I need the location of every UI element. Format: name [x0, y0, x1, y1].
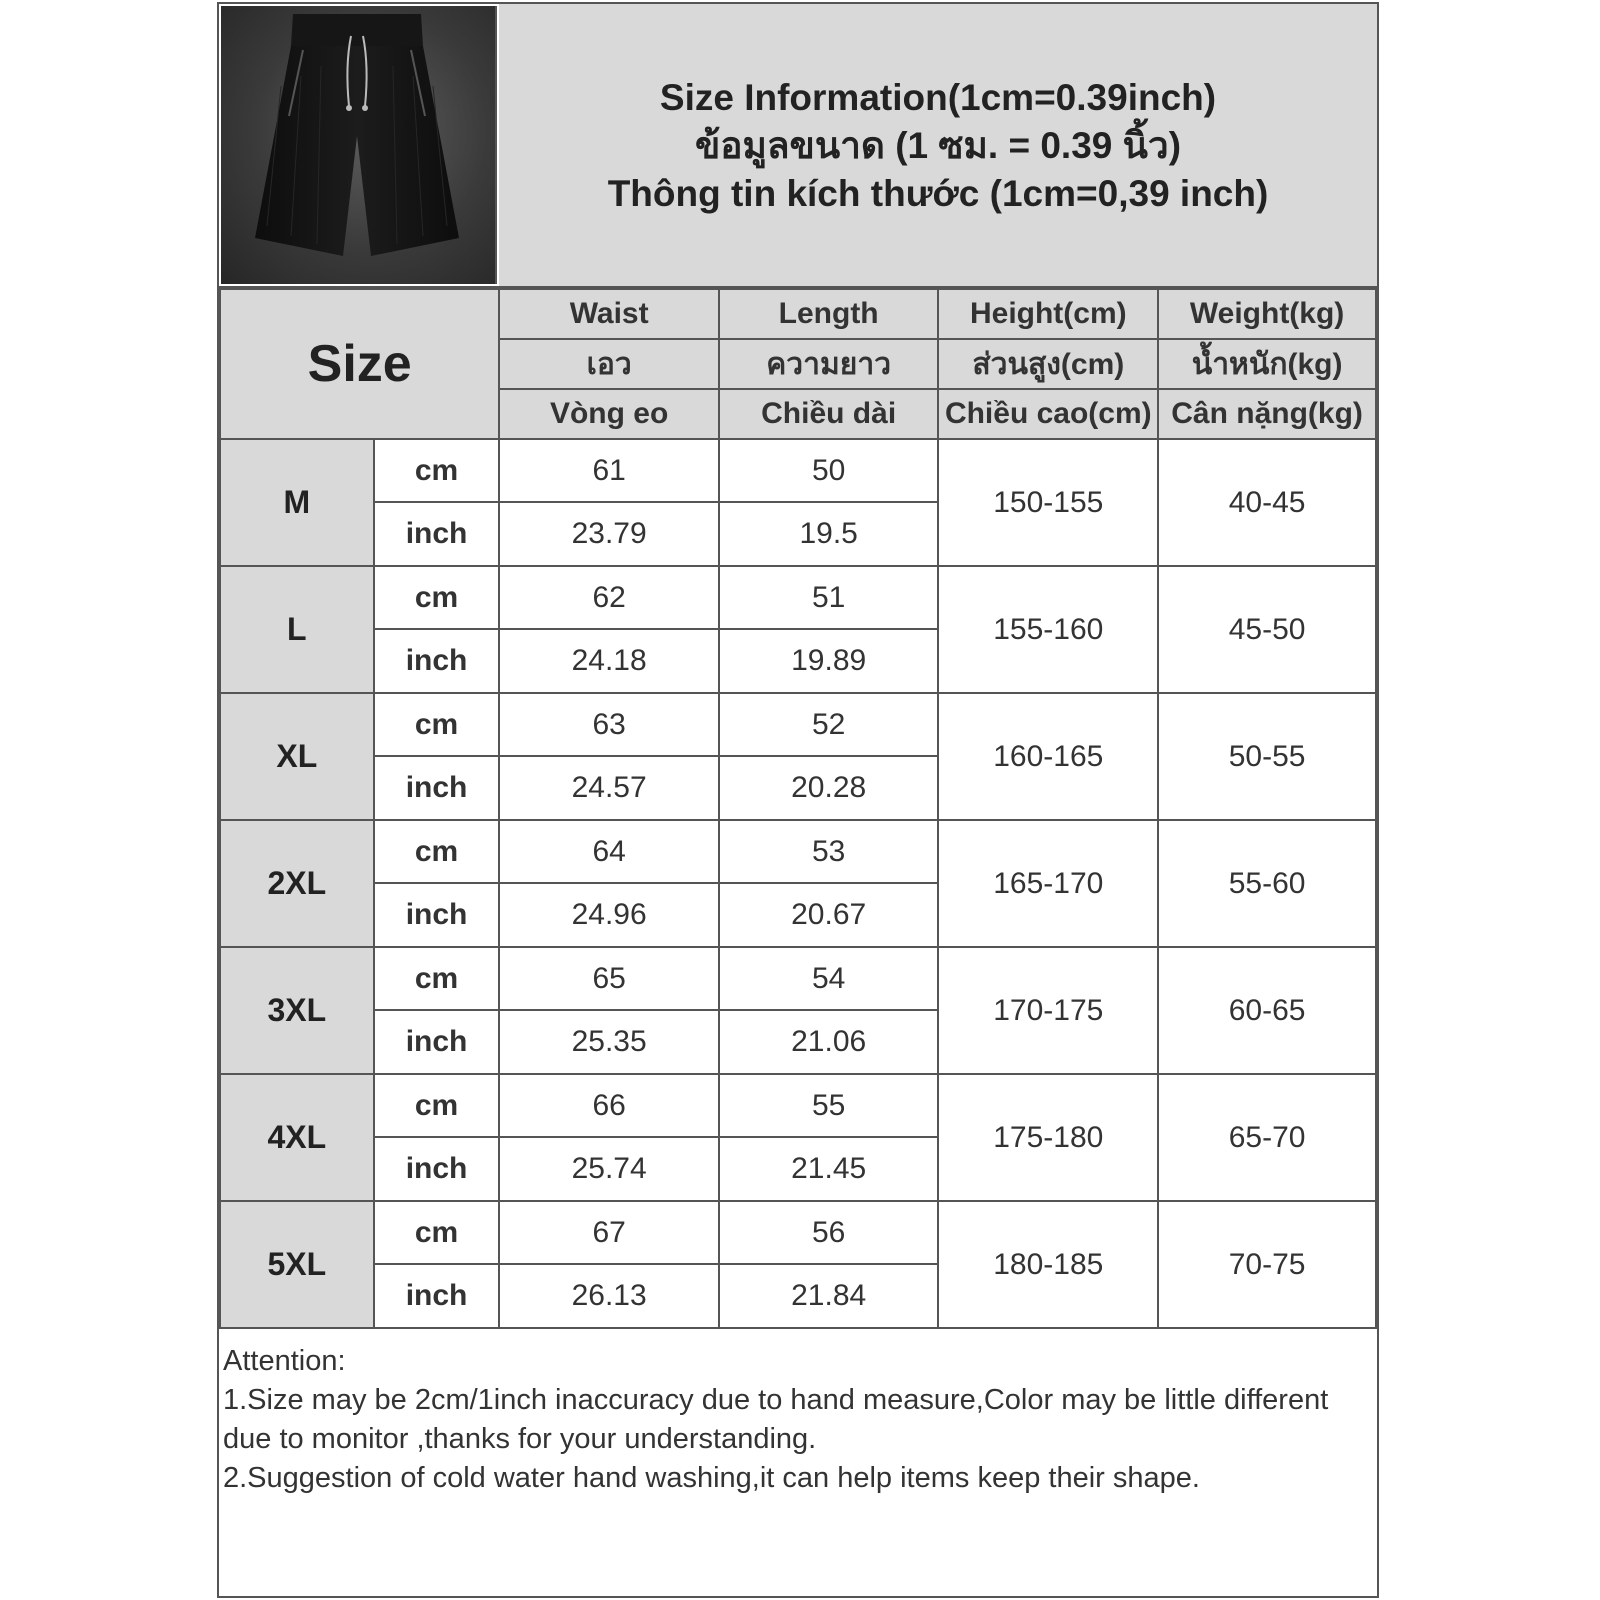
unit-inch: inch [374, 1010, 500, 1074]
size-information-box [499, 4, 1377, 286]
size-name: 4XL [220, 1074, 374, 1201]
waist-cm: 67 [499, 1201, 718, 1264]
length-inch: 20.28 [719, 756, 939, 820]
note-item: 2.Suggestion of cold water hand washing,it can help items keep their shape. [223, 1462, 1200, 1494]
weight-range: 70-75 [1158, 1201, 1376, 1328]
weight-range: 40-45 [1158, 439, 1376, 566]
waist-cm: 65 [499, 947, 718, 1010]
length-inch: 21.84 [719, 1264, 939, 1328]
header-height-th: ส่วนสูง(cm) [938, 339, 1158, 389]
length-cm: 50 [719, 439, 939, 502]
table-row [220, 1201, 1376, 1264]
title-vietnamese: Thông tin kích thước (1cm=0,39 inch) [607, 173, 1269, 214]
weight-range: 65-70 [1158, 1074, 1376, 1201]
header-height-vi: Chiều cao(cm) [938, 389, 1158, 439]
header-waist-vi: Vòng eo [499, 389, 718, 439]
table-row [220, 820, 1376, 883]
table-row [220, 947, 1376, 1010]
length-inch: 20.67 [719, 883, 939, 947]
waist-cm: 61 [499, 439, 718, 502]
note-item: 1.Size may be 2cm/1inch inaccuracy due to hand measure,Color may be little different due to monitor ,thanks for your understanding. [223, 1384, 1337, 1455]
unit-cm: cm [374, 1074, 500, 1137]
unit-cm: cm [374, 566, 500, 629]
waist-inch: 25.35 [499, 1010, 718, 1074]
attention-notes [223, 1342, 1371, 1498]
size-heading: Size [220, 289, 499, 439]
length-cm: 53 [719, 820, 939, 883]
length-inch: 19.5 [719, 502, 939, 566]
table-row [220, 693, 1376, 756]
unit-inch: inch [374, 1264, 500, 1328]
header-weight-vi: Cân nặng(kg) [1158, 389, 1376, 439]
length-inch: 19.89 [719, 629, 939, 693]
waist-inch: 24.96 [499, 883, 718, 947]
table-row [220, 439, 1376, 502]
size-name: 5XL [220, 1201, 374, 1328]
length-cm: 52 [719, 693, 939, 756]
unit-cm: cm [374, 820, 500, 883]
header-length-vi: Chiều dài [719, 389, 939, 439]
length-cm: 55 [719, 1074, 939, 1137]
size-chart [217, 2, 1379, 1598]
unit-cm: cm [374, 947, 500, 1010]
table-row [220, 1074, 1376, 1137]
weight-range: 45-50 [1158, 566, 1376, 693]
height-range: 175-180 [938, 1074, 1158, 1201]
waist-inch: 25.74 [499, 1137, 718, 1201]
header-row [219, 4, 1377, 288]
header-length-en: Length [719, 289, 939, 339]
waist-cm: 63 [499, 693, 718, 756]
height-range: 155-160 [938, 566, 1158, 693]
waist-inch: 24.18 [499, 629, 718, 693]
waist-inch: 26.13 [499, 1264, 718, 1328]
waist-cm: 62 [499, 566, 718, 629]
notes-heading: Attention: [223, 1345, 346, 1377]
height-range: 160-165 [938, 693, 1158, 820]
size-name: 3XL [220, 947, 374, 1074]
waist-inch: 23.79 [499, 502, 718, 566]
weight-range: 55-60 [1158, 820, 1376, 947]
length-cm: 56 [719, 1201, 939, 1264]
unit-inch: inch [374, 629, 500, 693]
weight-range: 50-55 [1158, 693, 1376, 820]
height-range: 180-185 [938, 1201, 1158, 1328]
shorts-image [221, 6, 493, 282]
header-length-th: ความยาว [719, 339, 939, 389]
waist-cm: 66 [499, 1074, 718, 1137]
waist-cm: 64 [499, 820, 718, 883]
product-photo [221, 6, 497, 284]
height-range: 165-170 [938, 820, 1158, 947]
header-waist-en: Waist [499, 289, 718, 339]
size-name: XL [220, 693, 374, 820]
unit-inch: inch [374, 502, 500, 566]
table-row [220, 566, 1376, 629]
height-range: 150-155 [938, 439, 1158, 566]
unit-cm: cm [374, 693, 500, 756]
header-weight-en: Weight(kg) [1158, 289, 1376, 339]
header-waist-th: เอว [499, 339, 718, 389]
size-name: 2XL [220, 820, 374, 947]
unit-cm: cm [374, 439, 500, 502]
height-range: 170-175 [938, 947, 1158, 1074]
header-weight-th: น้ำหนัก(kg) [1158, 339, 1376, 389]
waist-inch: 24.57 [499, 756, 718, 820]
size-name: L [220, 566, 374, 693]
unit-inch: inch [374, 1137, 500, 1201]
unit-inch: inch [374, 883, 500, 947]
title-english: Size Information(1cm=0.39inch) [659, 77, 1217, 118]
length-cm: 54 [719, 947, 939, 1010]
unit-inch: inch [374, 756, 500, 820]
header-height-en: Height(cm) [938, 289, 1158, 339]
length-inch: 21.45 [719, 1137, 939, 1201]
length-inch: 21.06 [719, 1010, 939, 1074]
unit-cm: cm [374, 1201, 500, 1264]
weight-range: 60-65 [1158, 947, 1376, 1074]
size-name: M [220, 439, 374, 566]
length-cm: 51 [719, 566, 939, 629]
size-table [219, 288, 1377, 1329]
title-thai: ข้อมูลขนาด (1 ซม. = 0.39 นิ้ว) [694, 125, 1182, 166]
